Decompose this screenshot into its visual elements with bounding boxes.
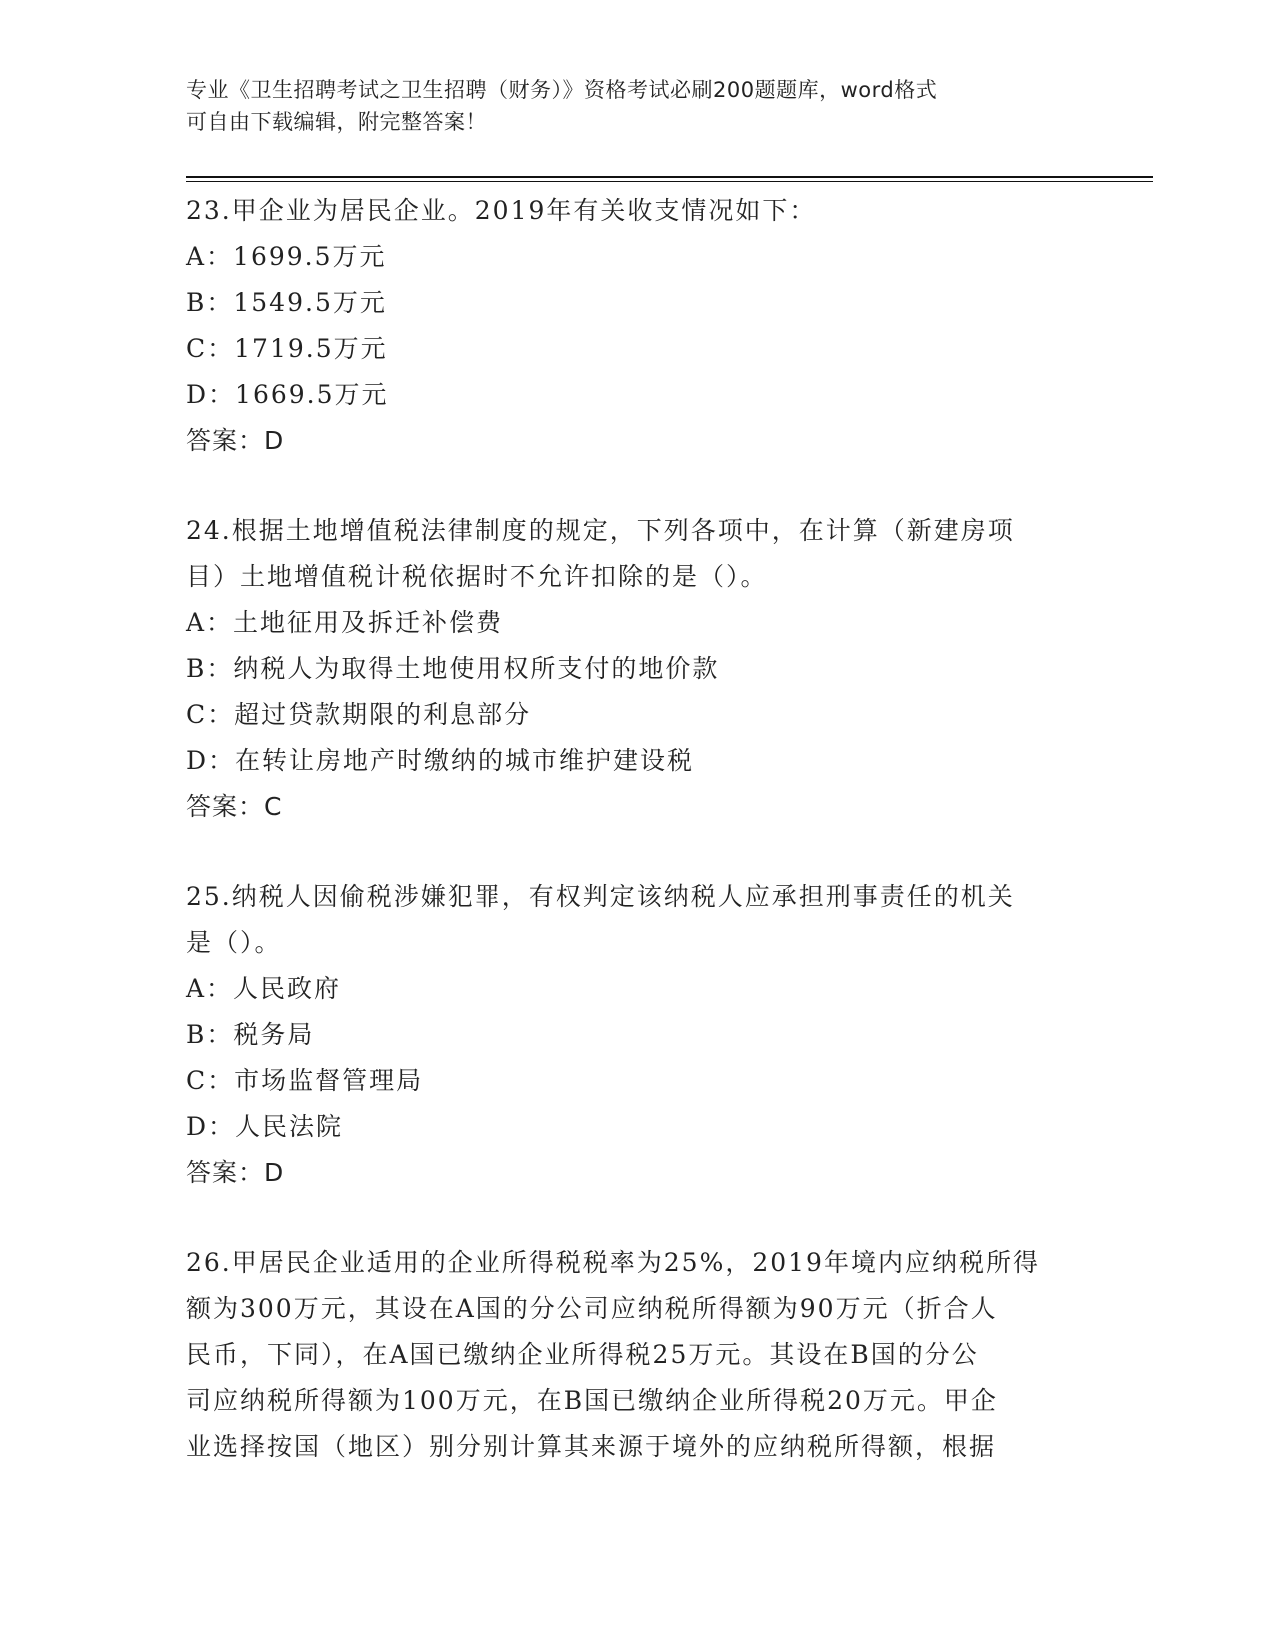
option-a: A：1699.5万元 xyxy=(186,242,387,271)
question-25 xyxy=(186,874,1086,1196)
question-stem-cont: 民币，下同），在A国已缴纳企业所得税25万元。其设在B国的分公 xyxy=(186,1340,979,1369)
option-c: C：超过贷款期限的利息部分 xyxy=(186,700,532,729)
question-23 xyxy=(186,188,1086,464)
document-header xyxy=(186,74,1066,138)
option-c: C：1719.5万元 xyxy=(186,334,388,363)
option-a: A：土地征用及拆迁补偿费 xyxy=(186,608,504,637)
option-c: C：市场监督管理局 xyxy=(186,1066,424,1095)
header-line-1: 专业《卫生招聘考试之卫生招聘（财务）》资格考试必刷200题题库，word格式 xyxy=(186,78,938,102)
question-stem-cont: 是（）。 xyxy=(186,928,282,957)
question-stem: 24.根据土地增值税法律制度的规定，下列各项中，在计算（新建房项 xyxy=(186,516,1015,545)
question-stem-cont: 额为300万元，其设在A国的分公司应纳税所得额为90万元（折合人 xyxy=(186,1294,998,1323)
option-d: D：人民法院 xyxy=(186,1112,344,1141)
question-stem: 23.甲企业为居民企业。2019年有关收支情况如下： xyxy=(186,196,817,225)
option-d: D：在转让房地产时缴纳的城市维护建设税 xyxy=(186,746,695,775)
option-d: D：1669.5万元 xyxy=(186,380,389,409)
question-stem: 25.纳税人因偷税涉嫌犯罪，有权判定该纳税人应承担刑事责任的机关 xyxy=(186,882,1015,911)
question-stem: 26.甲居民企业适用的企业所得税税率为25%，2019年境内应纳税所得 xyxy=(186,1248,1040,1277)
question-26 xyxy=(186,1240,1086,1470)
header-line-2: 可自由下载编辑，附完整答案！ xyxy=(186,110,487,134)
question-24 xyxy=(186,508,1086,830)
header-divider xyxy=(186,176,1153,178)
answer: 答案：D xyxy=(186,1158,285,1187)
header-divider-thin xyxy=(186,181,1153,182)
option-b: B：1549.5万元 xyxy=(186,288,387,317)
question-stem-cont: 目）土地增值税计税依据时不允许扣除的是（）。 xyxy=(186,562,768,591)
question-list xyxy=(186,188,1086,1514)
question-stem-cont: 司应纳税所得额为100万元，在B国已缴纳企业所得税20万元。甲企 xyxy=(186,1386,998,1415)
answer: 答案：D xyxy=(186,426,285,455)
option-b: B：纳税人为取得土地使用权所支付的地价款 xyxy=(186,654,720,683)
option-a: A：人民政府 xyxy=(186,974,342,1003)
answer: 答案：C xyxy=(186,792,283,821)
question-stem-cont: 业选择按国（地区）别分别计算其来源于境外的应纳税所得额，根据 xyxy=(186,1432,997,1461)
option-b: B：税务局 xyxy=(186,1020,315,1049)
